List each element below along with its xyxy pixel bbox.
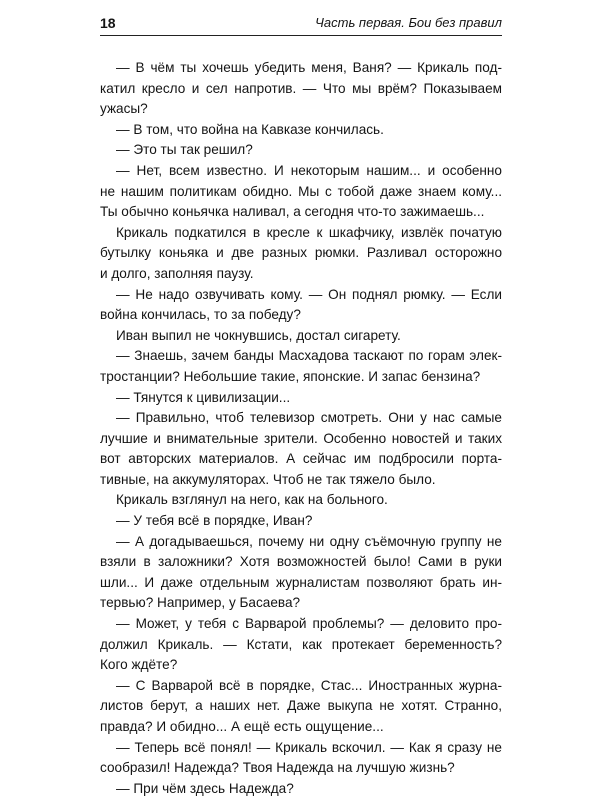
- text-line: Крикаль взглянул на него, как на больного.: [116, 492, 388, 508]
- text-line: должил Крикаль. — Кстати, как протекает беременность?: [100, 636, 502, 652]
- text-line: катил кресло и сел напротив. — Что мы врём? Показываем: [100, 80, 502, 96]
- text-line: ужасы?: [100, 101, 148, 117]
- text-line: вот авторских материалов. А сейчас им подбросили порта-: [100, 451, 502, 467]
- text-line: листов берут, а наших нет. Даже выкупа не хотят. Странно,: [100, 698, 502, 714]
- text-line: — При чём здесь Надежда?: [116, 780, 294, 796]
- text-line: тервью? Например, у Басаева?: [100, 595, 301, 611]
- text-line: — Тянутся к цивилизации...: [116, 389, 291, 405]
- text-line: Ты обычно коньячка наливал, а сегодня что-то зажимаешь...: [100, 204, 485, 220]
- text-line: — А догадываешься, почему ни одну съёмочную группу не: [116, 533, 502, 549]
- text-line: — Это ты так решил?: [116, 142, 253, 158]
- text-line: — У тебя всё в порядке, Иван?: [116, 513, 313, 529]
- text-line: тростанции? Небольшие такие, японские. И запас бензина?: [100, 368, 481, 384]
- text-line: — Теперь всё понял! — Крикаль вскочил. — Как я сразу не: [116, 739, 502, 755]
- text-line: взяли в заложники? Хотя возможностей было! Сами в руки: [100, 554, 502, 570]
- text-line: — В чём ты хочешь убедить меня, Ваня? — Крикаль под-: [116, 60, 502, 75]
- text-line: — Не надо озвучивать кому. — Он поднял рюмку. — Если: [116, 286, 502, 302]
- text-line: Иван выпил не чокнувшись, достал сигарету.: [116, 327, 401, 343]
- text-line: тивные, на аккумуляторах. Чтоб не так тяжело было.: [100, 471, 436, 487]
- header-rule: [100, 35, 502, 36]
- text-line: — В том, что война на Кавказе кончилась.: [116, 121, 384, 137]
- text-line: и долго, заполняя паузу.: [100, 265, 254, 281]
- text-line: война кончилась, то за победу?: [100, 307, 301, 323]
- running-head: Часть первая. Бои без правил: [315, 15, 502, 30]
- text-line: — Знаешь, зачем банды Масхадова таскают по горам элек-: [116, 348, 502, 364]
- text-line: — Правильно, чтоб телевизор смотреть. Они у нас самые: [116, 410, 502, 426]
- text-line: — С Варварой всё в порядке, Стас... Иностранных журна-: [116, 677, 502, 693]
- text-line: лучшие и внимательные зрители. Особенно новостей и таких: [100, 430, 502, 446]
- text-line: шли... И даже отдельным журналистам позволяют брать ин-: [100, 574, 502, 590]
- text-line: — Может, у тебя с Варварой проблемы? — деловито про-: [116, 616, 502, 632]
- page-header: [100, 14, 502, 36]
- text-line: — Нет, всем известно. И некоторым нашим... и особенно: [116, 162, 502, 178]
- text-line: не нашим политикам обидно. Мы с тобой даже знаем кому...: [100, 183, 502, 199]
- text-line: Крикаль подкатился в кресле к шкафчику, извлёк початую: [116, 224, 502, 240]
- text-line: бутылку коньяка и две разных рюмки. Разливал осторожно: [100, 245, 502, 261]
- text-line: правда? И обидно... А ещё есть ощущение...: [100, 719, 384, 734]
- text-line: сообразил! Надежда? Твоя Надежда на лучшую жизнь?: [100, 760, 455, 776]
- text-line: Кого ждёте?: [100, 657, 178, 673]
- page-number: 18: [100, 15, 116, 31]
- body-text: [100, 58, 502, 799]
